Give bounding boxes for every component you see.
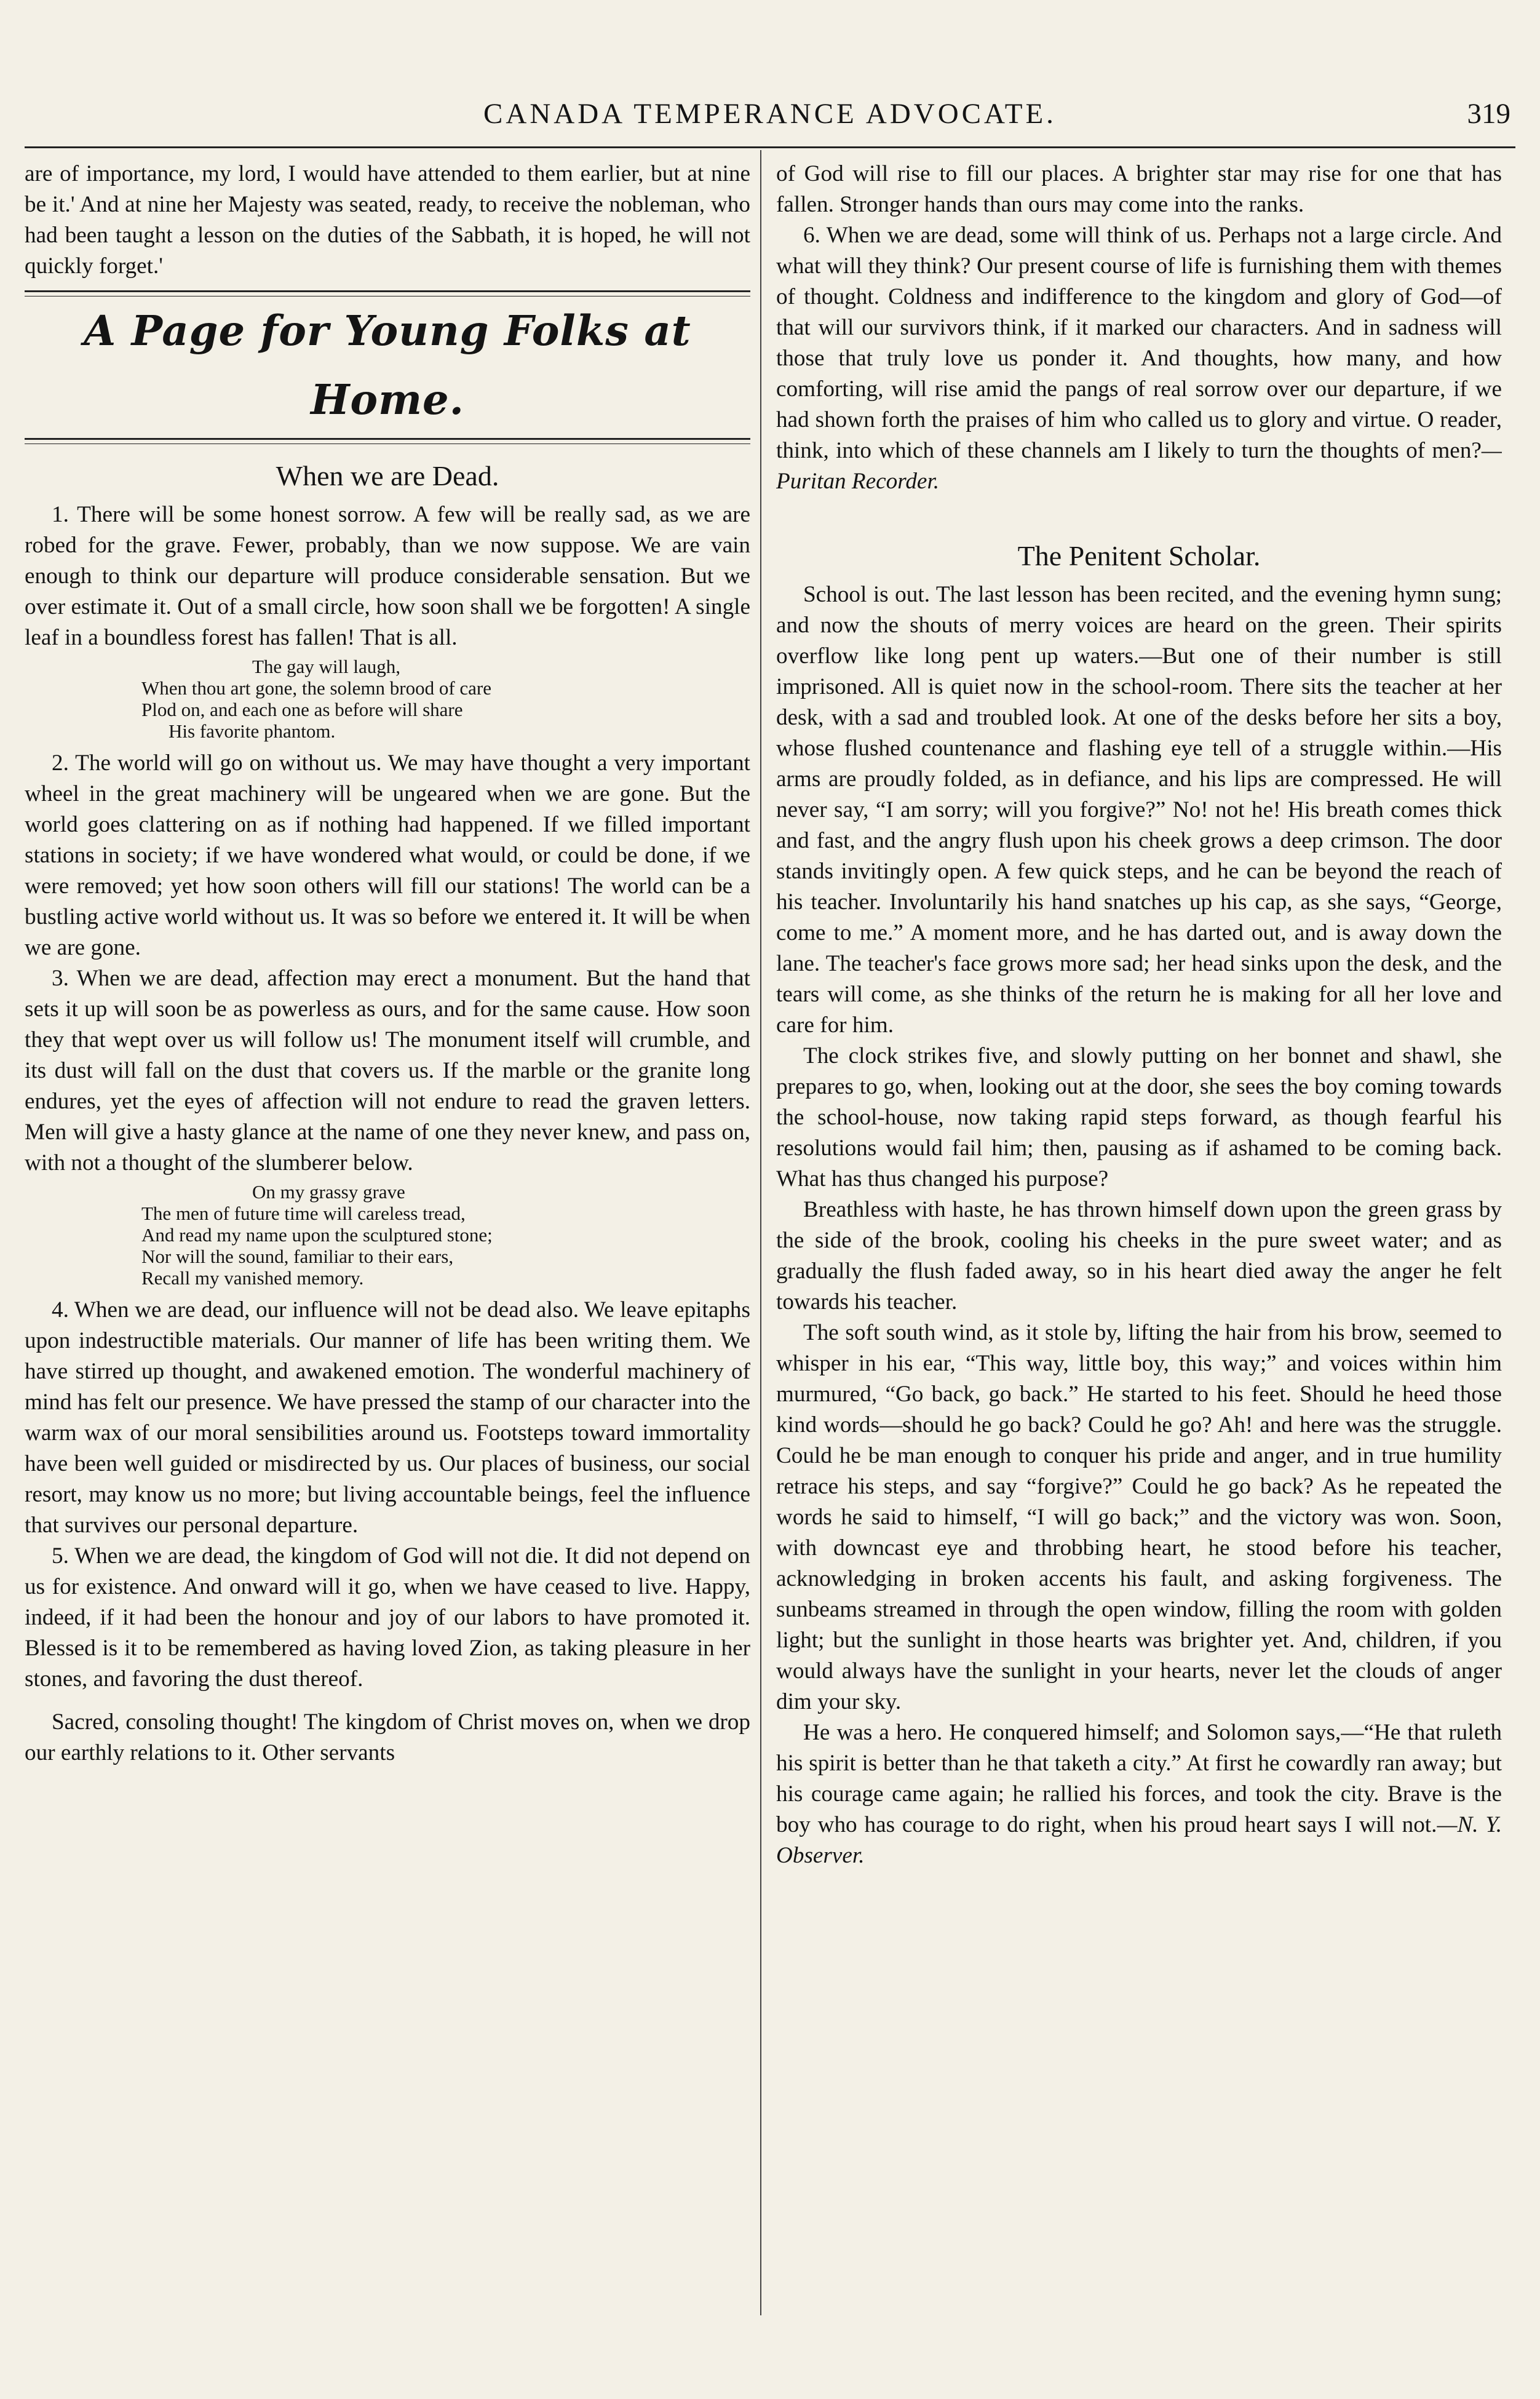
intro-paragraph: are of importance, my lord, I would have attended to them earlier, but at nine be it.' And at nine her Majesty was seated, ready, to receive the nobleman, who had been taught a lesson on the duties of the Sabbath, it is hoped, he will not quickly forget.' [25,161,750,279]
poem-line: The gay will laugh, [252,656,401,677]
article-title-when-we-are-dead: When we are Dead. [276,460,499,491]
spacer [25,1695,750,1707]
section-rule-top [25,290,750,296]
paragraph-4: 4. When we are dead, our influence will not be dead also. We leave epitaphs upon indestructible materials. Our manner of life has been writing them. We have stirred up thought, and awakened emotion. The wonderful machinery of mind has felt our presence. We have pressed the stamp of our character into the warm wax of our moral sensibilities around us. Footsteps toward immortality have been well guided or misdirected by us. Our places of business, our social resort, may know us no more; but living accountable beings, feel the influence that survives our personal departure. [25,1297,750,1538]
column-rule [760,150,761,2315]
poem-line: The men of future time will careless tread, [141,1203,466,1224]
poem-line: And read my name upon the sculptured stone; [141,1224,493,1246]
running-title: CANADA TEMPERANCE ADVOCATE. [483,98,1057,130]
scholar-paragraph-2: The clock strikes five, and slowly putting on her bonnet and shawl, she prepares to go, when, looking out at the door, she sees the boy coming towards the school-house, now taking rapid steps forward, as though fearful his resolutions would fail him; then, pausing as if ashamed to be coming back. What has thus changed his purpose? [776,1043,1502,1192]
poem-line: Recall my vanished memory. [141,1267,364,1289]
poem-line: On my grassy grave [252,1181,405,1203]
paragraph-1: 1. There will be some honest sorrow. A few will be really sad, as we are robed for the grave. Fewer, probably, than we now suppose. We are vain enough to think our departure will produce considerable sensation. But we over estimate it. Out of a small circle, how soon shall we be forgotten! A single leaf in a boundless forest has fallen! That is all. [25,502,750,650]
section-banner: A Page for Young Folks at Home. [84,306,691,424]
paragraph-5: 5. When we are dead, the kingdom of God will not die. It did not depend on us for existence. And onward will it go, when we have ceased to live. Happy, indeed, if it had been the honour and joy of our labors to have promoted it. Blessed is it to be remembered as having loved Zion, as taking pleasure in her stones, and favoring the dust thereof. [25,1543,750,1692]
article-title-penitent-scholar: The Penitent Scholar. [1017,540,1261,571]
running-head [25,92,1515,141]
left-column [25,159,750,2324]
paragraph-6 [776,220,1502,497]
poem-line: His favorite phantom. [169,720,336,742]
paragraph-2: 2. The world will go on without us. We may have thought a very important wheel in the great machinery will be ungeared when we are gone. But the world goes clattering on as if nothing had happened. If we filled important stations in society; if we have wondered what would, or could be done, if we were removed; yet how soon others will fill our stations! The world can be a bustling active world without us. It was so before we entered it. It will be when we are gone. [25,750,750,960]
paragraph-3: 3. When we are dead, affection may erect a monument. But the hand that sets it up will soon be as powerless as ours, and for the same cause. How soon they that wept over us will follow us! The monument itself will crumble, and its dust will fall on the dust that covers us. If the marble or the granite long endures, yet the eyes of affection will not endure to read the graven letters. Men will give a hasty glance at the name of one they never knew, and pass on, with not a thought of the slumberer below. [25,966,750,1176]
page-number: 319 [1467,98,1510,130]
paragraph-5b: Sacred, consoling thought! The kingdom of Christ moves on, when we drop our earthly relations to it. Other servants [25,1709,750,1765]
scholar-paragraph-4: The soft south wind, as it stole by, lifting the hair from his brow, seemed to whisper in his ear, “This way, little boy, this way;” and voices within him murmured, “Go back, go back.” He started to his feet. Should he heed those kind words—should he go back? Could he go? Ah! and here was the struggle. Could he be man enough to conquer his pride and anger, and in true humility retrace his steps, and say “forgive?” Could he go back? As he repeated the words he said to himself, “I will go back;” and the victory was won. Soon, with downcast eye and throbbing heart, he stood before his teacher, acknowledging in broken accents his fault, and asking forgiveness. The sunbeams streamed in through the open window, filling the room with golden light; but the sunlight in those hearts was brighter yet. And, children, if you would always have the sunlight in your hearts, never let the clouds of anger dim your sky. [776,1320,1502,1714]
source-ny-observer: —N. Y. Observer. [776,1812,1502,1868]
scholar-paragraph-5 [776,1717,1502,1871]
poem-line: When thou art gone, the solemn brood of care [141,677,492,699]
scholar-paragraph-5-text: He was a hero. He conquered himself; and Solomon says,—“He that ruleth his spirit is better than he that taketh a city.” At first he cowardly ran away; but his courage came again; he rallied his forces, and took the city. Brave is the boy who has courage to do right, when his proud heart says I will not. [776,1720,1502,1837]
poem-2 [141,1181,750,1289]
right-column [776,159,1502,2324]
source-puritan-recorder: —Puritan Recorder. [776,438,1502,494]
scholar-paragraph-3: Breathless with haste, he has thrown himself down upon the green grass by the side of the brook, cooling his cheeks in the pure sweet water; and as gradually the flush faded away, so in his heart died away the anger he felt towards his teacher. [776,1197,1502,1315]
poem-1 [141,656,750,742]
paragraph-6-text: 6. When we are dead, some will think of us. Perhaps not a large circle. And what will they think? Our present course of life is furnishing them with themes of thought. Coldness and indifference to the kingdom and glory of God—of that will our survivors think, if it marked our characters. And in sadness will those that truly love us ponder it. And thoughts, how many, and how comforting, will rise amid the pangs of real sorrow over our departure, if we had shown forth the praises of him who called us to glory and virtue. O reader, think, into which of these channels am I likely to turn the thoughts of men? [776,223,1502,463]
spacer [776,497,1502,524]
section-rule-bottom [25,438,750,444]
scholar-paragraph-1: School is out. The last lesson has been recited, and the evening hymn sung; and now the shouts of merry voices are heard on the green. Their spirits overflow like long pent up waters.—But one of their number is still imprisoned. All is quiet now in the school-room. There sits the teacher at her desk, with a sad and troubled look. At one of the desks before her sits a boy, whose flushed countenance and flashing eye tell of a struggle within.—His arms are proudly folded, as in defiance, and his lips are compressed. He will never say, “I am sorry; will you forgive?” No! not he! His breath comes thick and fast, and the angry flush upon his cheek grows a deep crimson. The door stands invitingly open. A few quick steps, and he can be beyond the reach of his teacher. Involuntarily his hand snatches up his cap, as she says, “George, come to me.” A moment more, and he has darted out, and is away down the lane. The teacher's face grows more sad; her head sinks upon the desk, and the tears will come, as she thinks of the return he is making for all her love and care for him. [776,582,1502,1038]
poem-line: Nor will the sound, familiar to their ears, [141,1246,454,1267]
poem-line: Plod on, and each one as before will share [141,699,463,720]
continued-paragraph: of God will rise to fill our places. A brighter star may rise for one that has fallen. Stronger hands than ours may come into the ranks. [776,161,1502,217]
header-rule [25,146,1515,148]
